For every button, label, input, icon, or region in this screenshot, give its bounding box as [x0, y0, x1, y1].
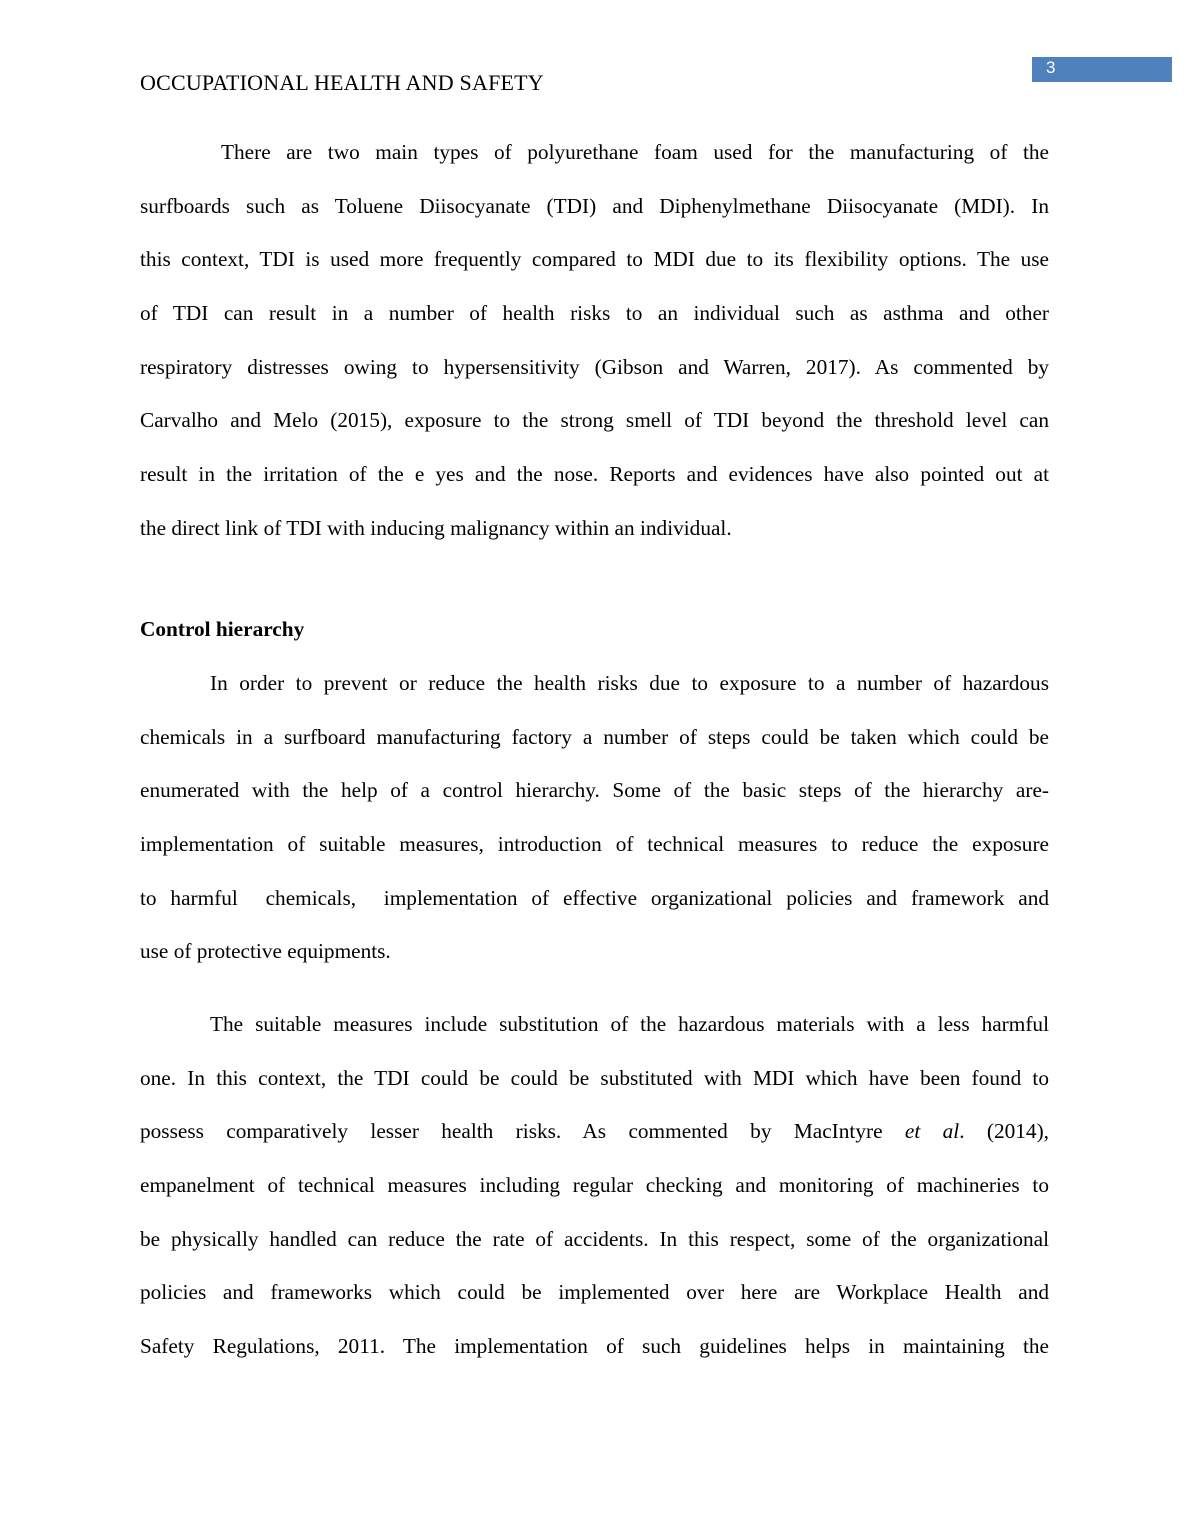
text-line: of TDI can result in a number of health risks to an individual such as asthma and other: [140, 301, 1049, 326]
running-head: OCCUPATIONAL HEALTH AND SAFETY: [140, 70, 544, 95]
section-heading: Control hierarchy: [140, 617, 305, 641]
text-line: implementation of suitable measures, introduction of technical measures to reduce the exposure: [140, 832, 1049, 857]
text-line: this context, TDI is used more frequently compared to MDI due to its flexibility options. The use: [140, 247, 1049, 272]
text-line: policies and frameworks which could be implemented over here are Workplace Health and: [140, 1280, 1049, 1305]
text-line: use of protective equipments.: [140, 939, 391, 964]
text-line: empanelment of technical measures including regular checking and monitoring of machineries to: [140, 1173, 1049, 1198]
section-paragraph-1: [140, 657, 1049, 979]
text-line: be physically handled can reduce the rate of accidents. In this respect, some of the organizational: [140, 1226, 1049, 1251]
text-line-with-citation: [140, 1105, 1049, 1159]
text-line: There are two main types of polyurethane foam used for the manufacturing of the: [221, 140, 1049, 164]
text-line: surfboards such as Toluene Diisocyanate (TDI) and Diphenylmethane Diisocyanate (MDI). In: [140, 193, 1049, 218]
text-line: The suitable measures include substitution of the hazardous materials with a less harmful: [210, 1012, 1049, 1036]
section-paragraph-2: [140, 998, 1049, 1374]
page-number-box: [1032, 57, 1172, 82]
text-line: enumerated with the help of a control hierarchy. Some of the basic steps of the hierarchy are-: [140, 778, 1049, 803]
page-number: 3: [1046, 58, 1056, 77]
text-line: result in the irritation of the e yes and the nose. Reports and evidences have also pointed out at: [140, 462, 1049, 487]
intro-paragraph: [140, 126, 1049, 556]
text-line: respiratory distresses owing to hypersensitivity (Gibson and Warren, 2017). As commented by: [140, 354, 1049, 379]
text-line: Safety Regulations, 2011. The implementation of such guidelines helps in maintaining the: [140, 1334, 1049, 1359]
text-line: chemicals in a surfboard manufacturing factory a number of steps could be taken which could be: [140, 724, 1049, 749]
italic-citation: et al: [904, 1119, 960, 1144]
text-line: one. In this context, the TDI could be could be substituted with MDI which have been found to: [140, 1065, 1049, 1090]
text-line: In order to prevent or reduce the health risks due to exposure to a number of hazardous: [210, 671, 1049, 695]
text-line: to harmful chemicals, implementation of effective organizational policies and framework and: [140, 885, 1049, 910]
text-fragment: possess comparatively lesser health risks. As commented by MacIntyre: [140, 1119, 883, 1144]
text-line: the direct link of TDI with inducing malignancy within an individual.: [140, 515, 732, 540]
text-line: Carvalho and Melo (2015), exposure to the strong smell of TDI beyond the threshold level can: [140, 408, 1049, 433]
citation-year: . (2014),: [959, 1119, 1049, 1144]
